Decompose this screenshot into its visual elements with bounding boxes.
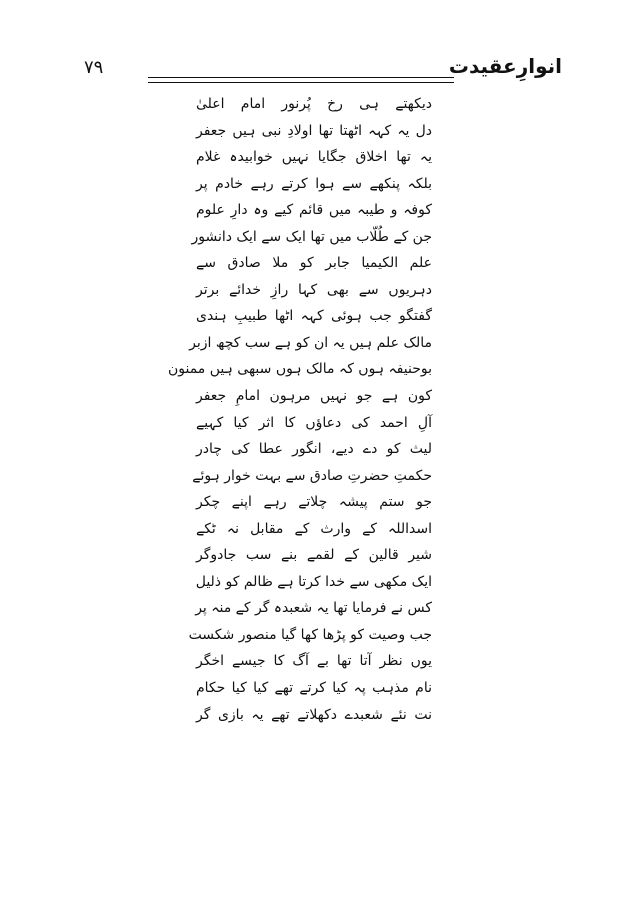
- verse-line: ایک مکھی سے خدا کرتا ہے ظالم کو ذلیل: [195, 573, 432, 590]
- verse-line: جن کے طُلّاب میں تھا ایک سے ایک دانشور: [191, 228, 432, 245]
- verse-line: جب وصیت کو پڑھا کھا گیا منصور شکست: [188, 626, 432, 643]
- verse-line: بوحنیفہ ہوں کہ مالک ہوں سبھی ہیں ممنون: [167, 361, 432, 378]
- verse-line: کون ہے جو نہیں مرہون امامِ جعفر: [196, 388, 432, 405]
- page-number: ۷۹: [84, 57, 104, 78]
- verse-line: شیر قالین کے لقمے بنے سب جادوگر: [196, 547, 432, 564]
- verse-line: اسداللہ کے وارث کے مقابل نہ ٹکے: [196, 520, 432, 537]
- verse-line: کس نے فرمایا تھا یہ شعبدہ گر کے منہ پر: [195, 600, 432, 617]
- verse-line: دل یہ کہہ اٹھتا تھا اولادِ نبی ہیں جعفر: [196, 122, 432, 139]
- verse-line: یہ تھا اخلاق جگایا نہیں خوابیدہ غلام: [196, 149, 432, 166]
- verse-line: حکمتِ حضرتِ صادق سے بہت خوار ہوئے: [192, 467, 432, 484]
- verse-line: کوفہ و طیبہ میں قائم کیے وہ دارِ علوم: [196, 202, 432, 219]
- verse-line: آلِ احمد کی دعاؤں کا اثر کیا کہیے: [196, 414, 432, 431]
- verse-line: بلکہ پنکھے سے ہوا کرتے رہے خادم پر: [196, 175, 432, 192]
- verse-line: دیکھتے ہی رخ پُرنور امام اعلیٰ: [196, 96, 432, 112]
- verse-line: مالک علم ہیں یہ ان کو ہے سب کچھ ازبر: [189, 334, 432, 351]
- verse-line: نت نئے شعبدے دکھلاتے تھے یہ بازی گر: [196, 706, 432, 723]
- verse-list: [167, 91, 432, 728]
- verse-line: لیث کو دے دیے، انگور عطا کی چادر: [196, 441, 432, 458]
- verse-line: علم الکیمیا جابر کو ملا صادق سے: [196, 255, 432, 272]
- verse-line: یوں نظر آتا تھا بے آگ کا جیسے اخگر: [196, 653, 432, 670]
- running-title: انوارِعقیدت: [448, 54, 562, 78]
- verse-line: نام مذہب پہ کیا کرتے تھے کیا کیا حکام: [196, 680, 432, 697]
- verse-line: گفتگو جب ہوئی کہہ اٹھا طبیبِ ہندی: [196, 308, 432, 325]
- header-rule-top: [148, 77, 454, 78]
- header-rule-bottom: [148, 82, 454, 83]
- verse-line: جو ستم پیشہ چلاتے رہے اپنے چکر: [196, 494, 432, 511]
- verse-line: دہریوں سے بھی کہا رازِ خدائے برتر: [196, 281, 432, 298]
